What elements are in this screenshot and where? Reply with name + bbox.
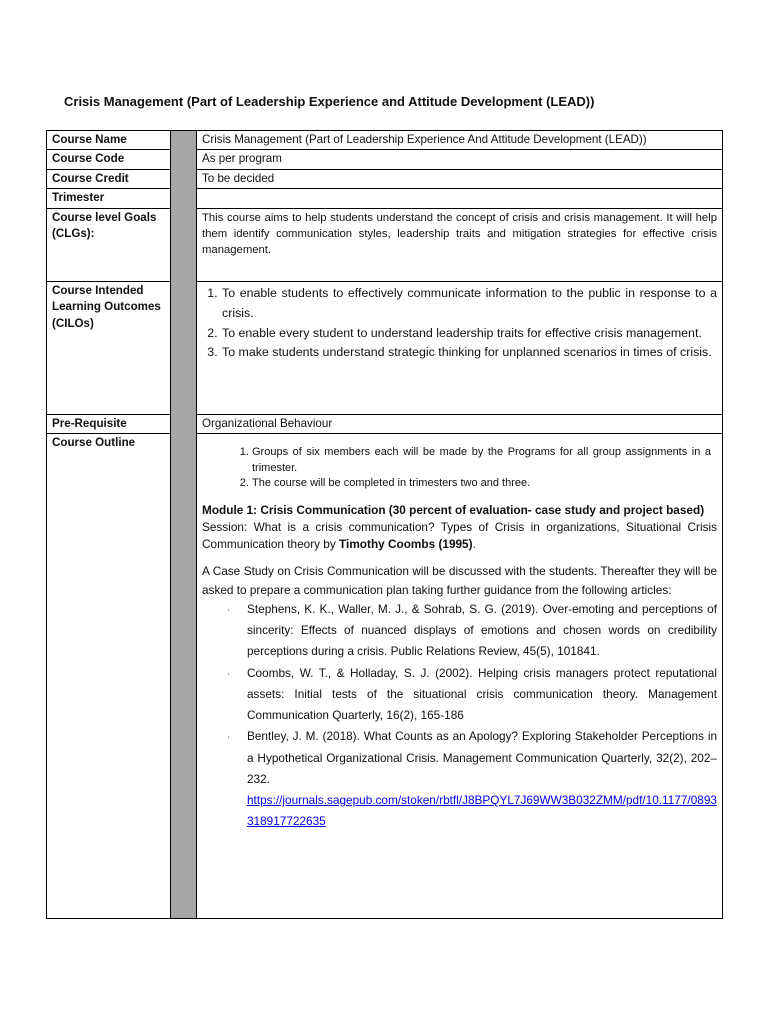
cilo-item: 2. To enable every student to understand leadership traits for effective crisis management. [221, 324, 717, 344]
case-study-text: A Case Study on Crisis Communication will be discussed with the students. Thereafter they will be asked to prepare a communication plan taking further guidance from the following articles: [202, 564, 717, 597]
reference-text: Stephens, K. K., Waller, M. J., & Sohrab, S. G. (2019). Over-emoting and perceptions of sincerity: Effects of nuanced displays of emotions and chosen words on credibility perceptions during a crisis. Public Relations Review, 45(5), 101841. [247, 601, 717, 659]
value-clgs [197, 208, 723, 281]
reference-list [202, 599, 717, 833]
course-table [46, 130, 723, 919]
label-clgs: Course level Goals (CLGs): [47, 208, 171, 281]
cilo-list [202, 284, 717, 363]
module-block [202, 502, 717, 552]
outline-item: 2. The course will be completed in trimesters two and three. [252, 476, 711, 492]
row-course-name [47, 131, 723, 150]
row-course-code [47, 150, 723, 169]
value-cilos [197, 281, 723, 414]
bullet-icon: ˌ [227, 600, 230, 611]
label-cilos: Course Intended Learning Outcomes (CILOs) [47, 281, 171, 414]
reference-item [227, 599, 717, 663]
row-prereq [47, 414, 723, 433]
value-prereq: Organizational Behaviour [197, 414, 723, 433]
row-outline [47, 434, 723, 919]
row-trimester [47, 189, 723, 208]
session-text [202, 519, 717, 553]
document-title: Crisis Management (Part of Leadership Experience and Attitude Development (LEAD)) [64, 94, 595, 109]
reference-item [227, 726, 717, 832]
label-trimester: Trimester [47, 189, 171, 208]
session-end: . [472, 536, 476, 551]
bullet-icon: ˌ [227, 728, 230, 739]
label-course-name: Course Name [47, 131, 171, 150]
reference-item [227, 663, 717, 727]
value-course-name: Crisis Management (Part of Leadership Experience And Attitude Development (LEAD)) [197, 131, 723, 150]
row-course-credit [47, 169, 723, 188]
bullet-icon: ˌ [227, 664, 230, 675]
label-course-code: Course Code [47, 150, 171, 169]
clgs-text: This course aims to help students understand the concept of crisis and crisis management. It will help them identify communication styles, leadership traits and mitigation strategies for effective crisis management. [202, 211, 717, 256]
module-heading: Module 1: Crisis Communication (30 percent of evaluation- case study and project based) [202, 503, 705, 518]
reference-link[interactable]: https://journals.sagepub.com/stoken/rbtfl/J8BPQYL7J69WW3B032ZMM/pdf/10.1177/0893318917722635 [247, 793, 717, 829]
value-course-credit: To be decided [197, 169, 723, 188]
outline-item: 1. Groups of six members each will be made by the Programs for all group assignments in a trimester. [252, 445, 711, 476]
reference-text: Coombs, W. T., & Holladay, S. J. (2002). Helping crisis managers protect reputational assets: Initial tests of the situational crisis communication theory. Management Communication Quarterly, 16(2), 165-186 [247, 665, 717, 723]
label-outline: Course Outline [47, 434, 171, 919]
value-trimester [197, 189, 723, 208]
cilo-item: 1. To enable students to effectively communicate information to the public in response to a crisis. [221, 284, 717, 324]
label-course-credit: Course Credit [47, 169, 171, 188]
reference-text: Bentley, J. M. (2018). What Counts as an Apology? Exploring Stakeholder Perceptions in a Hypothetical Organizational Crisis. Management Communication Quarterly, 32(2), 202–232. [247, 729, 717, 786]
cilo-item: 3. To make students understand strategic thinking for unplanned scenarios in times of crisis. [221, 343, 717, 363]
outline-list [238, 445, 711, 492]
session-description: Session: What is a crisis communication? Types of Crisis in organizations, Situational Crisis Communication theory by [202, 519, 717, 551]
label-prereq: Pre-Requisite [47, 414, 171, 433]
session-author: Timothy Coombs (1995) [339, 536, 473, 551]
value-course-code: As per program [197, 150, 723, 169]
row-clgs [47, 208, 723, 281]
row-cilos [47, 281, 723, 414]
value-outline [197, 434, 723, 919]
gray-column [171, 131, 197, 919]
